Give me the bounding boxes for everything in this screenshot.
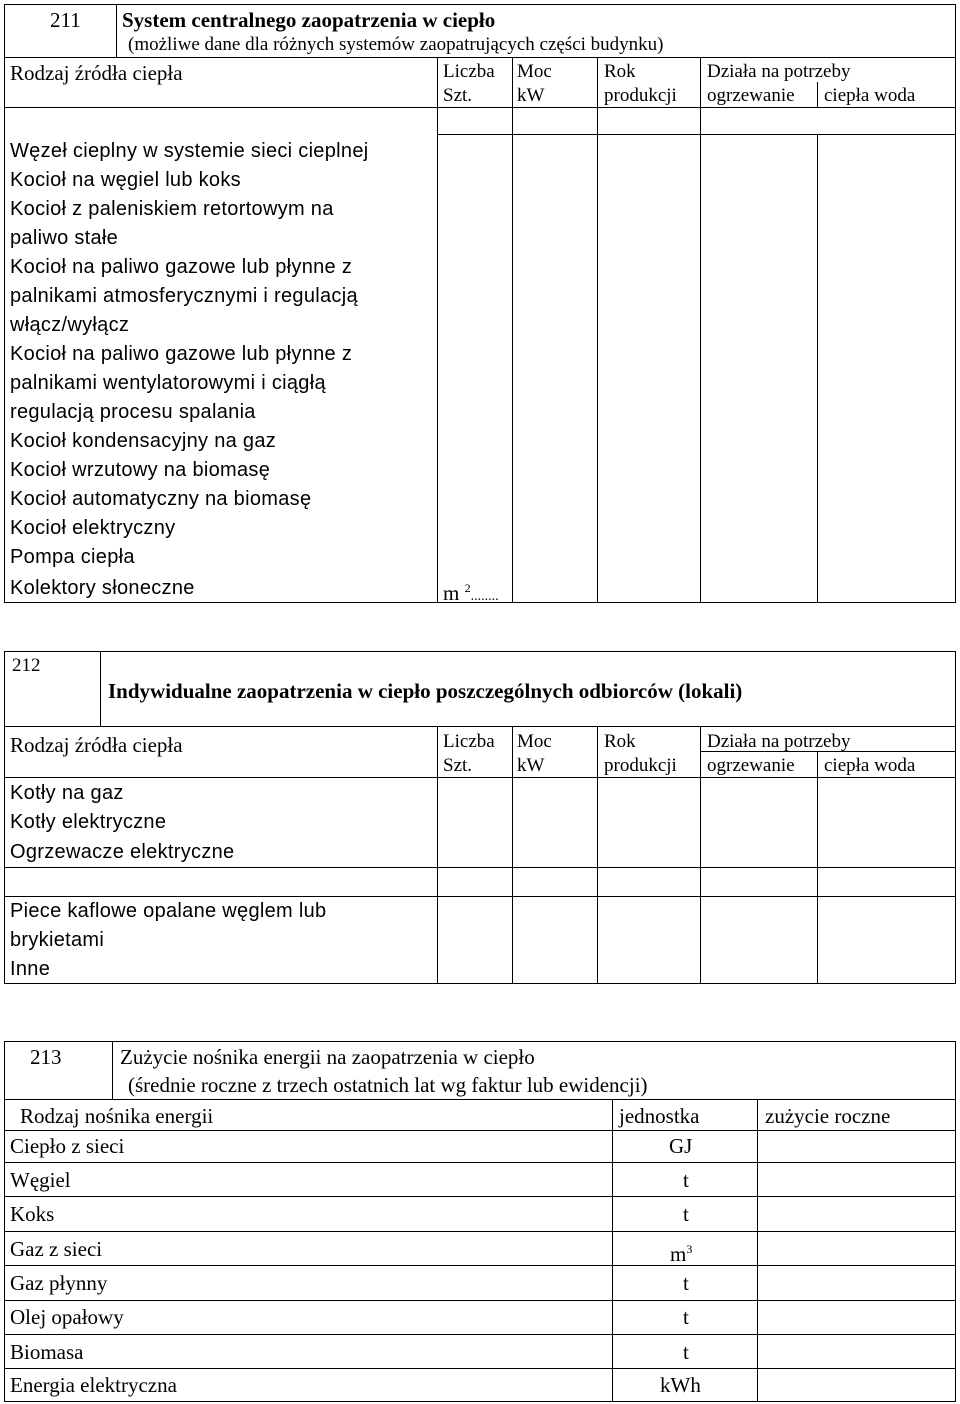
list-item: Inne bbox=[10, 958, 51, 980]
table-row-unit: GJ bbox=[669, 1134, 693, 1158]
col-header-power: Moc bbox=[517, 61, 552, 82]
list-item: Kocioł elektryczny bbox=[10, 517, 176, 539]
col-header-year-2: produkcji bbox=[604, 85, 677, 106]
section-title: Zużycie nośnika energii na zaopatrzenia w ciepło bbox=[120, 1045, 535, 1069]
table-row-unit: t bbox=[683, 1305, 689, 1329]
list-item: Kocioł na węgiel lub koks bbox=[10, 169, 241, 191]
col-header-hotwater: ciepła woda bbox=[824, 85, 916, 106]
list-item: regulacją procesu spalania bbox=[10, 401, 256, 423]
list-item: Piece kaflowe opalane węglem lub bbox=[10, 900, 327, 922]
collector-area-blank: ........ bbox=[470, 589, 499, 604]
col-header-serves: Działa na potrzeby bbox=[707, 61, 851, 82]
col-header-unit: jednostka bbox=[619, 1104, 700, 1128]
list-item: Kolektory słoneczne bbox=[10, 577, 195, 599]
section-title: System centralnego zaopatrzenia w ciepło bbox=[122, 8, 496, 32]
col-header-serves: Działa na potrzeby bbox=[707, 731, 851, 752]
col-header-count-unit: Szt. bbox=[443, 755, 473, 776]
list-item: Kocioł automatyczny na biomasę bbox=[10, 488, 312, 510]
col-header-usage: zużycie roczne bbox=[765, 1104, 891, 1128]
table-row-name: Gaz z sieci bbox=[10, 1237, 103, 1261]
list-item: Ogrzewacze elektryczne bbox=[10, 841, 235, 863]
list-item: Kocioł na paliwo gazowe lub płynne z bbox=[10, 256, 353, 278]
col-header-year: Rok bbox=[604, 731, 636, 752]
table-row-name: Węgiel bbox=[10, 1168, 71, 1192]
table-row-name: Energia elektryczna bbox=[10, 1373, 177, 1397]
list-item: Kotły na gaz bbox=[10, 782, 124, 804]
col-header-year: Rok bbox=[604, 61, 636, 82]
col-header-source: Rodzaj źródła ciepła bbox=[10, 733, 183, 757]
table-row-name: Biomasa bbox=[10, 1340, 84, 1364]
table-row-unit: t bbox=[683, 1340, 689, 1364]
table-row-unit bbox=[670, 1237, 692, 1266]
list-item: paliwo stałe bbox=[10, 227, 119, 249]
unit-symbol: m bbox=[670, 1242, 687, 1266]
unit-exponent: 2 bbox=[464, 581, 471, 595]
section-number: 213 bbox=[30, 1045, 62, 1069]
list-item: brykietami bbox=[10, 929, 105, 951]
list-item: Kocioł na paliwo gazowe lub płynne z bbox=[10, 343, 353, 365]
section-subtitle: (możliwe dane dla różnych systemów zaopatrujących części budynku) bbox=[128, 34, 664, 55]
section-title: Indywidualne zaopatrzenia w ciepło poszczególnych odbiorców (lokali) bbox=[108, 679, 743, 703]
col-header-count: Liczba bbox=[443, 61, 495, 82]
unit-symbol: m bbox=[443, 581, 460, 605]
table-row-name: Gaz płynny bbox=[10, 1271, 108, 1295]
collector-area-unit bbox=[443, 576, 499, 609]
col-header-carrier: Rodzaj nośnika energii bbox=[20, 1104, 214, 1128]
section-number: 212 bbox=[12, 655, 41, 676]
list-item: Węzeł cieplny w systemie sieci cieplnej bbox=[10, 140, 369, 162]
unit-exponent: 3 bbox=[686, 1242, 693, 1256]
table-row-unit: kWh bbox=[660, 1373, 701, 1397]
table-row-unit: t bbox=[683, 1271, 689, 1295]
col-header-hotwater: ciepła woda bbox=[824, 755, 916, 776]
list-item: Pompa ciepła bbox=[10, 546, 135, 568]
table-row-unit: t bbox=[683, 1168, 689, 1192]
col-header-power-unit: kW bbox=[517, 755, 545, 776]
col-header-year-2: produkcji bbox=[604, 755, 677, 776]
col-header-power-unit: kW bbox=[517, 85, 545, 106]
list-item: Kotły elektryczne bbox=[10, 811, 167, 833]
col-header-heating: ogrzewanie bbox=[707, 755, 795, 776]
list-item: palnikami wentylatorowymi i ciągłą bbox=[10, 372, 326, 394]
table-row-name: Koks bbox=[10, 1202, 55, 1226]
list-item: Kocioł z paleniskiem retortowym na bbox=[10, 198, 334, 220]
section-subtitle: (średnie roczne z trzech ostatnich lat wg faktur lub ewidencji) bbox=[128, 1073, 648, 1097]
col-header-source: Rodzaj źródła ciepła bbox=[10, 61, 183, 85]
table-row-unit: t bbox=[683, 1202, 689, 1226]
col-header-count: Liczba bbox=[443, 731, 495, 752]
table-row-name: Ciepło z sieci bbox=[10, 1134, 125, 1158]
list-item: włącz/wyłącz bbox=[10, 314, 130, 336]
table-row-name: Olej opałowy bbox=[10, 1305, 124, 1329]
col-header-power: Moc bbox=[517, 731, 552, 752]
col-header-heating: ogrzewanie bbox=[707, 85, 795, 106]
list-item: Kocioł kondensacyjny na gaz bbox=[10, 430, 277, 452]
list-item: palnikami atmosferycznymi i regulacją bbox=[10, 285, 358, 307]
col-header-count-unit: Szt. bbox=[443, 85, 473, 106]
section-number: 211 bbox=[50, 8, 81, 32]
list-item: Kocioł wrzutowy na biomasę bbox=[10, 459, 271, 481]
